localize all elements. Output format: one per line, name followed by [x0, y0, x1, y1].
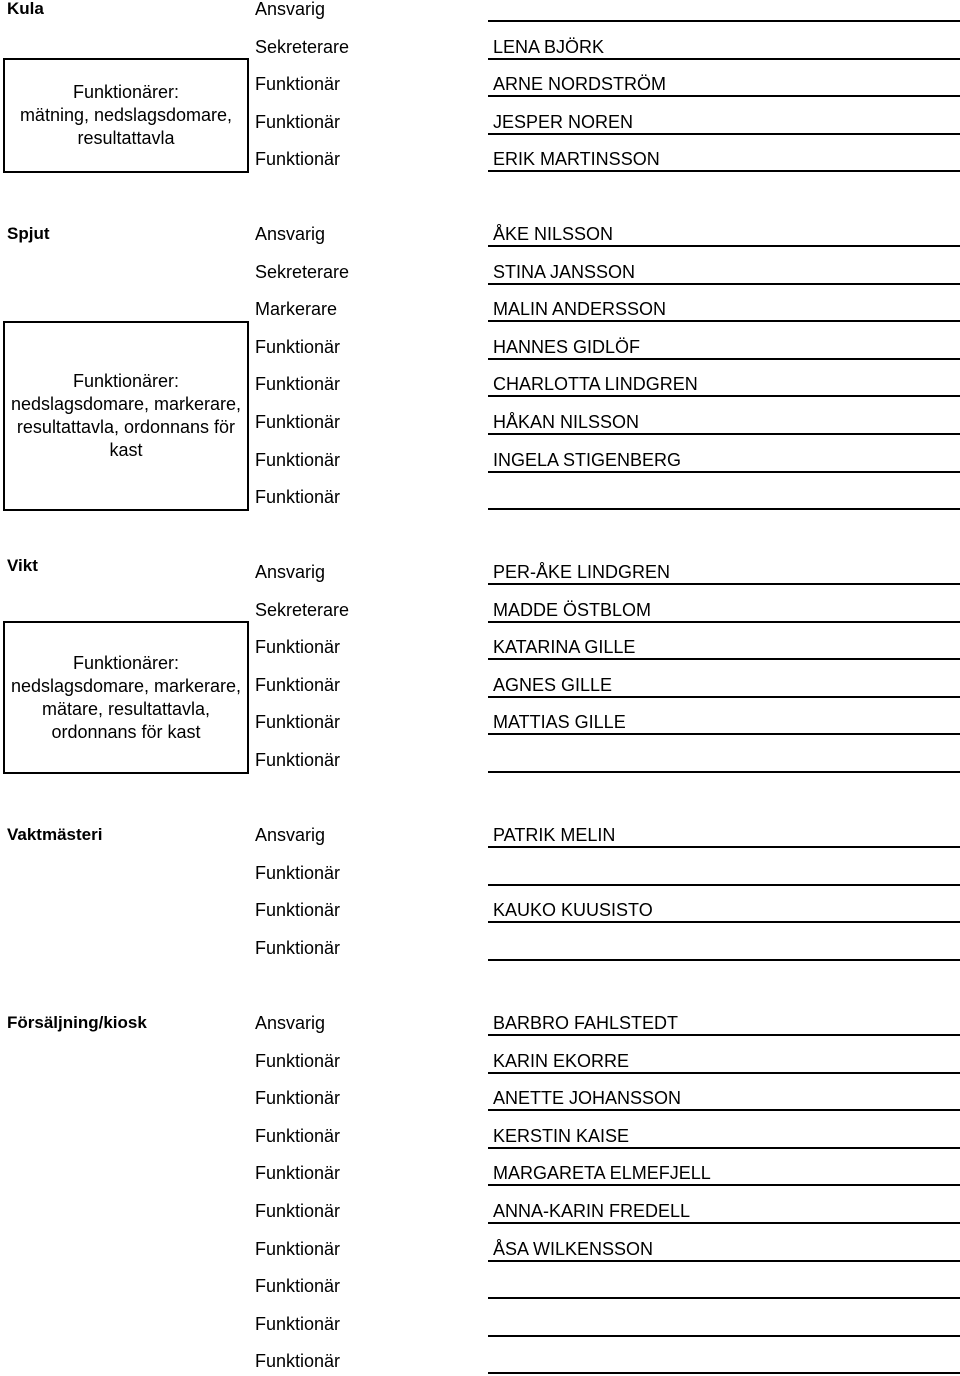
functionaries-box-text	[11, 370, 241, 462]
name-underline	[488, 696, 960, 698]
functionaries-box-line: nedslagsdomare, markerare,	[10, 675, 242, 696]
assigned-name: PATRIK MELIN	[493, 825, 616, 845]
assigned-name: MATTIAS GILLE	[493, 712, 626, 733]
role-label: Funktionär	[255, 336, 341, 357]
assigned-name: HANNES GIDLÖF	[493, 336, 641, 357]
name-underline	[488, 1222, 960, 1224]
name-underline	[488, 395, 960, 397]
name-underline	[488, 1072, 960, 1074]
role-label: Funktionär	[255, 674, 341, 695]
name-underline	[488, 1147, 960, 1149]
functionaries-box	[3, 621, 249, 774]
role-label: Funktionär	[255, 937, 341, 958]
role-label: Funktionär	[255, 712, 341, 733]
role-label: Funktionär	[255, 111, 341, 132]
functionaries-box-line: kast	[109, 440, 143, 460]
assigned-name: ANETTE JOHANSSON	[493, 1088, 682, 1109]
role-label: Funktionär	[255, 1125, 341, 1146]
functionaries-box-line: mätning, nedslagsdomare,	[19, 105, 233, 125]
functionaries-box-line: Funktionärer:	[72, 652, 180, 673]
name-underline	[488, 320, 960, 322]
assigned-name: LENA BJÖRK	[493, 36, 605, 57]
functionaries-box-line: Funktionärer:	[72, 82, 180, 102]
name-underline	[488, 245, 960, 247]
assigned-name: MADDE ÖSTBLOM	[493, 599, 652, 620]
name-underline	[488, 621, 960, 623]
role-label: Funktionär	[255, 637, 341, 658]
name-underline	[488, 433, 960, 435]
role-label: Funktionär	[255, 900, 341, 921]
role-label: Funktionär	[255, 1276, 341, 1297]
functionaries-box-line: resultattavla, ordonnans för	[16, 417, 236, 437]
functionaries-box-line: Funktionärer:	[72, 371, 180, 391]
role-label: Funktionär	[255, 1351, 341, 1372]
assigned-name: ÅSA WILKENSSON	[493, 1238, 654, 1259]
role-label: Funktionär	[255, 412, 341, 432]
assigned-name: ANNA-KARIN FREDELL	[493, 1201, 691, 1221]
assigned-name: AGNES GILLE	[493, 674, 613, 695]
name-underline	[488, 358, 960, 360]
section-title: Vaktmästeri	[7, 825, 103, 844]
assigned-name: ERIK MARTINSSON	[493, 149, 660, 170]
role-label: Funktionär	[255, 449, 341, 470]
role-label: Ansvarig	[255, 224, 326, 244]
name-underline	[488, 583, 960, 585]
assigned-name: HÅKAN NILSSON	[493, 412, 640, 432]
role-label: Funktionär	[255, 487, 341, 508]
role-label: Funktionär	[255, 1238, 341, 1259]
name-underline	[488, 846, 960, 848]
assigned-name: KAUKO KUUSISTO	[493, 900, 653, 921]
section-title: Vikt	[7, 556, 38, 575]
name-underline	[488, 921, 960, 923]
name-underline	[488, 133, 960, 135]
name-underline	[488, 20, 960, 22]
assigned-name: PER-ÅKE LINDGREN	[493, 562, 671, 582]
assigned-name: ÅKE NILSSON	[493, 224, 614, 244]
section-title: Kula	[7, 0, 44, 18]
role-label: Ansvarig	[255, 825, 326, 845]
name-underline	[488, 1184, 960, 1186]
name-underline	[488, 58, 960, 60]
role-label: Funktionär	[255, 374, 341, 395]
role-label: Funktionär	[255, 1088, 341, 1109]
role-label: Funktionär	[255, 1163, 341, 1184]
functionaries-box-line: mätare, resultattavla,	[41, 698, 211, 719]
functionaries-box-text	[20, 81, 232, 150]
functionaries-box-text	[11, 652, 241, 744]
functionaries-box-line: nedslagsdomare, markerare,	[10, 394, 242, 414]
assigned-name: ARNE NORDSTRÖM	[493, 74, 667, 95]
assigned-name: BARBRO FAHLSTEDT	[493, 1013, 679, 1033]
role-label: Ansvarig	[255, 0, 326, 19]
name-underline	[488, 771, 960, 773]
name-underline	[488, 471, 960, 473]
name-underline	[488, 959, 960, 961]
name-underline	[488, 170, 960, 172]
role-label: Ansvarig	[255, 562, 326, 582]
assigned-name: KARIN EKORRE	[493, 1050, 630, 1071]
section-title: Spjut	[7, 224, 50, 243]
role-label: Funktionär	[255, 74, 341, 95]
name-underline	[488, 733, 960, 735]
name-underline	[488, 658, 960, 660]
name-underline	[488, 1297, 960, 1299]
name-underline	[488, 884, 960, 886]
assigned-name: KERSTIN KAISE	[493, 1125, 630, 1146]
role-label: Funktionär	[255, 862, 341, 883]
assigned-name: MALIN ANDERSSON	[493, 299, 667, 320]
name-underline	[488, 1109, 960, 1111]
role-label: Ansvarig	[255, 1013, 326, 1033]
name-underline	[488, 95, 960, 97]
name-underline	[488, 283, 960, 285]
functionaries-box-line: ordonnans för kast	[51, 721, 201, 742]
name-underline	[488, 1372, 960, 1374]
assigned-name: KATARINA GILLE	[493, 637, 636, 658]
role-label: Funktionär	[255, 1050, 341, 1071]
name-underline	[488, 1260, 960, 1262]
name-underline	[488, 1034, 960, 1036]
functionaries-box	[3, 58, 249, 173]
role-label: Funktionär	[255, 1201, 341, 1221]
role-label: Sekreterare	[255, 261, 350, 282]
name-underline	[488, 508, 960, 510]
functionaries-box	[3, 321, 249, 511]
assigned-name: INGELA STIGENBERG	[493, 449, 682, 470]
assigned-name: JESPER NOREN	[493, 111, 634, 132]
role-label: Funktionär	[255, 1313, 341, 1334]
section-title: Försäljning/kiosk	[7, 1013, 147, 1032]
role-label: Funktionär	[255, 149, 341, 170]
assigned-name: CHARLOTTA LINDGREN	[493, 374, 698, 395]
name-underline	[488, 1335, 960, 1337]
role-label: Sekreterare	[255, 36, 350, 57]
role-label: Funktionär	[255, 750, 341, 770]
role-label: Markerare	[255, 299, 338, 320]
assigned-name: STINA JANSSON	[493, 261, 636, 282]
assigned-name: MARGARETA ELMEFJELL	[493, 1163, 711, 1184]
functionaries-box-line: resultattavla	[77, 128, 175, 148]
role-label: Sekreterare	[255, 599, 350, 620]
